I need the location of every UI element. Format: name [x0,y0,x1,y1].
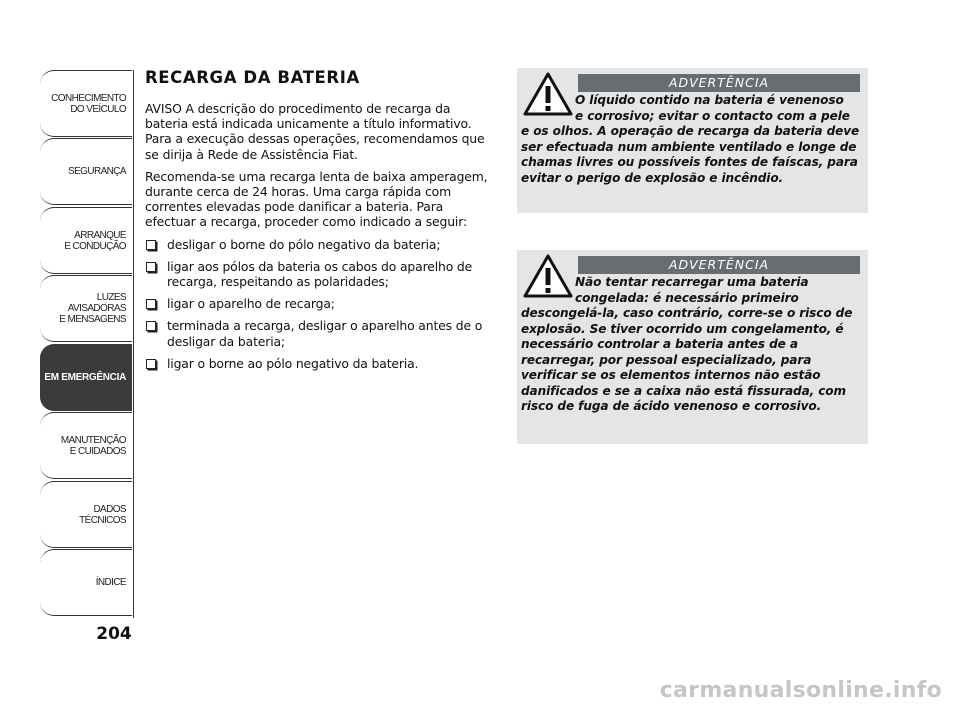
warning-heading: ADVERTÊNCIA [578,74,860,92]
checkbox-bullet-icon [146,299,156,309]
step-text: desligar o borne do pólo negativo da bateria; [167,236,441,252]
tab-conhecimento-do-veiculo[interactable]: CONHECIMENTO DO VEÍCULO [40,70,132,137]
tab-indice[interactable]: ÍNDICE [40,549,132,616]
chapter-tabs [40,70,134,618]
warning-body: e os olhos. A operação de recarga da bateria deve ser efectuada num ambiente ventilado e longe de chamas livres ou possíveis fontes de faíscas, para evitar o perigo de explosão e incêndio. [521,124,860,185]
tab-manutencao-e-cuidados[interactable]: MANUTENÇÃO E CUIDADOS [40,412,132,479]
watermark: carmanualsonline.info [659,678,942,703]
tab-arranque-e-conducao[interactable]: ARRANQUE E CONDUÇÃO [40,207,132,274]
checkbox-bullet-icon [146,240,156,250]
step-text: terminada a recarga, desligar o aparelho antes de o desligar da bateria; [167,318,483,349]
recommendation-paragraph: Recomenda-se uma recarga lenta de baixa amperagem, durante cerca de 24 horas. Uma carga rápida com correntes elevadas pode danificar a bateria. Para efectuar a recarga, proceder como indicado a seguir: [145,168,488,230]
page-title: RECARGA DA BATERIA [145,68,360,87]
procedure-list [145,237,495,371]
list-item [145,259,495,289]
warning-lead: Não tentar recarregar uma bateria [575,275,809,289]
checkbox-bullet-icon [146,321,156,331]
notice-paragraph: AVISO A descrição do procedimento de recarga da bateria está indicada unicamente a título informativo. Para a execução dessas operações, recomendamos que se dirija à Rede de Assistência Fiat. [145,101,485,162]
tab-dados-tecnicos[interactable]: DADOS TÉCNICOS [40,481,132,548]
warning-box-frozen [517,250,868,444]
warning-triangle-icon [523,72,573,116]
list-item [145,318,495,348]
warning-triangle-icon [523,254,573,298]
page-number: 204 [96,624,132,644]
tab-seguranca[interactable]: SEGURANÇA [40,138,132,205]
step-text: ligar aos pólos da bateria os cabos do aparelho de recarga, respeitando as polaridades; [167,258,473,290]
tab-luzes-avisadoras[interactable]: LUZES AVISADORAS E MENSAGENS [40,275,132,342]
warning-lead-2: congelada: é necessário primeiro [575,290,799,305]
step-text: ligar o aparelho de recarga; [167,296,335,312]
list-item [145,296,495,311]
checkbox-bullet-icon [146,262,156,272]
warning-box-poison [517,68,868,213]
checkbox-bullet-icon [146,359,156,369]
warning-lead: O líquido contido na bateria é venenoso [575,93,844,107]
list-item [145,356,495,371]
list-item [145,237,495,252]
tab-em-emergencia[interactable]: EM EMERGÊNCIA [40,344,132,411]
main-content [145,68,495,378]
warning-lead-2: e corrosivo; evitar o contacto com a pele [575,108,850,123]
step-text: ligar o borne ao pólo negativo da bateria. [167,355,419,371]
warning-heading: ADVERTÊNCIA [578,256,860,274]
warning-body: descongelá-la, caso contrário, corre-se o risco de explosão. Se tiver ocorrido um congelamento, é necessário controlar a bateria antes de a recarregar, por pessoal especializado, para verificar se os elementos internos não estão danificados e se a caixa não está fissurada, com risco de fuga de ácido venenoso e corrosivo. [521,306,853,413]
